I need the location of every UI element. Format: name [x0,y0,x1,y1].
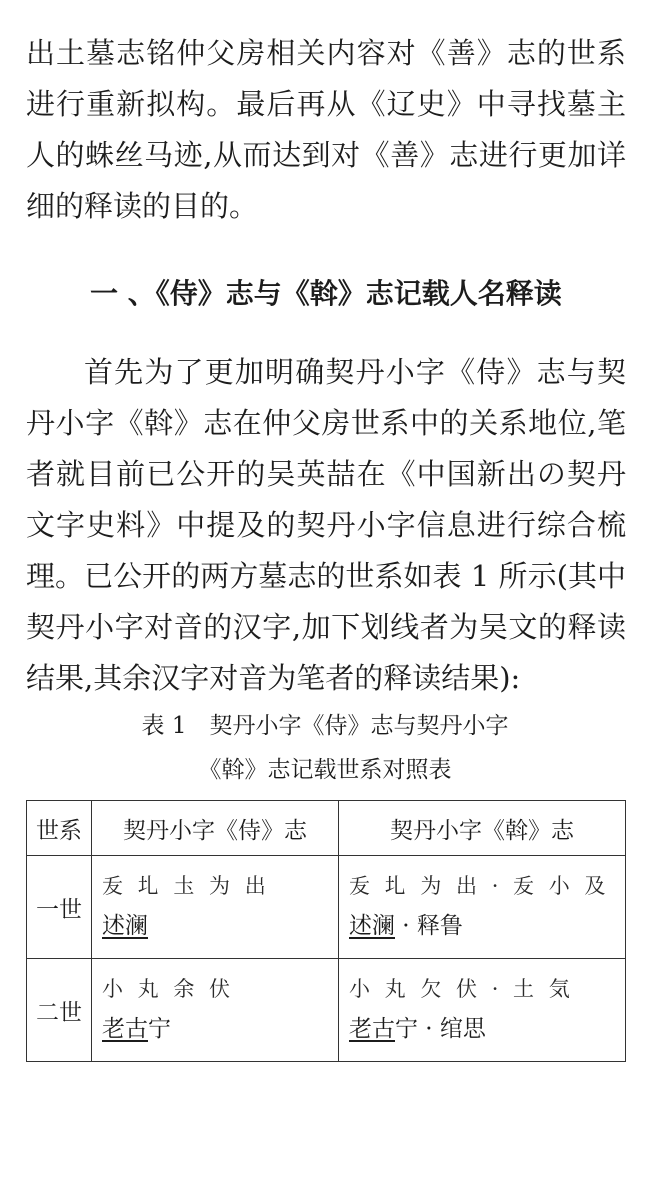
table-row [27,856,626,959]
row2-wo-reading-underlined: 老古 [349,1016,395,1042]
header-shi-epitaph: 契丹小字《侍》志 [92,801,339,856]
row2-wo-reading-rest: 宁 · 绾思 [395,1016,486,1042]
row1-wo-reading [349,909,615,943]
row1-wo-khitan: 叐 圠 为 出 · 叐 小 及 [349,874,610,898]
row1-wo-cell [339,856,626,959]
row2-shi-reading [102,1012,328,1046]
table-header-row [27,801,626,856]
row2-shi-reading-underlined: 老古 [102,1016,148,1042]
row2-wo-khitan: 小 丸 欠 伏 · 土 気 [349,977,574,1001]
row1-shi-cell [92,856,339,959]
table-caption-line2: 《斡》志记载世系对照表 [198,757,452,783]
row2-shi-reading-rest: 宁 [148,1016,171,1042]
row2-shi-cell [92,959,339,1062]
header-generation: 世系 [27,801,92,856]
intro-paragraph: 出土墓志铭仲父房相关内容对《善》志的世系进行重新拟构。最后再从《辽史》中寻找墓主人的蛛丝马迹,从而达到对《善》志进行更加详细的释读的目的。 [26,36,626,223]
row2-shi-khitan: 小 丸 余 伏 [102,977,235,1001]
row1-wo-reading-underlined: 述澜 [349,913,395,939]
lineage-table [26,800,626,1062]
table-caption-line1: 表 1 契丹小字《侍》志与契丹小字 [141,713,509,739]
row1-wo-reading-rest: · 释鲁 [395,913,463,939]
row2-wo-cell [339,959,626,1062]
row1-shi-khitan: 叐 圠 圡 为 出 [102,874,270,898]
section1-paragraph: 首先为了更加明确契丹小字《侍》志与契丹小字《斡》志在仲父房世系中的关系地位,笔者就目前已公开的吴英喆在《中国新出の契丹文字史料》中提及的契丹小字信息进行综合梳理。已公开的两方墓志的世系如表 1 所示(其中契丹小字对音的汉字,加下划线者为吴文的释读结果,其余汉字对音为笔者的释读结果): [26,355,626,695]
row1-generation: 一世 [27,856,92,959]
row2-wo-reading [349,1012,615,1046]
row2-generation: 二世 [27,959,92,1062]
table-row [27,959,626,1062]
header-wo-epitaph: 契丹小字《斡》志 [339,801,626,856]
section-heading: 一 、《侍》志与《斡》志记载人名释读 [90,277,562,310]
row1-shi-reading [102,909,328,943]
row1-shi-reading-underlined: 述澜 [102,913,148,939]
